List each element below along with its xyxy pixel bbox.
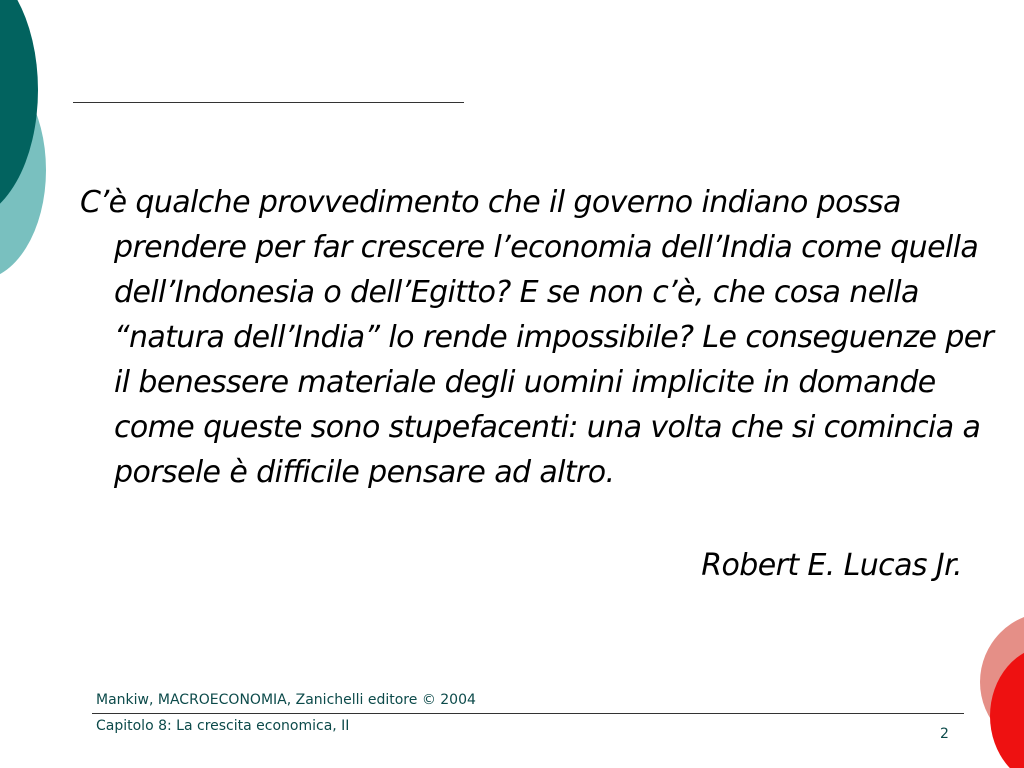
quote-text: C’è qualche provvedimento che il governo indiano possa prendere per far crescere l’economia dell’India come quella dell’Indonesia o dell’Egitto? E se non c’è, che cosa nella “natura dell’India” lo rende impossibile? Le conseguenze per il benessere materiale degli uomini implicite in domande come queste sono stupefacenti: una volta che si comincia a porsele è difficile pensare ad altro. [80, 185, 994, 490]
footer-divider [92, 713, 964, 714]
quote-author: Robert E. Lucas Jr. [701, 548, 962, 583]
footer-chapter: Capitolo 8: La crescita economica, II [96, 718, 350, 734]
page-number: 2 [940, 726, 949, 742]
title-divider [73, 102, 464, 103]
footer-publisher: Mankiw, MACROECONOMIA, Zanichelli editore © 2004 [96, 692, 476, 708]
